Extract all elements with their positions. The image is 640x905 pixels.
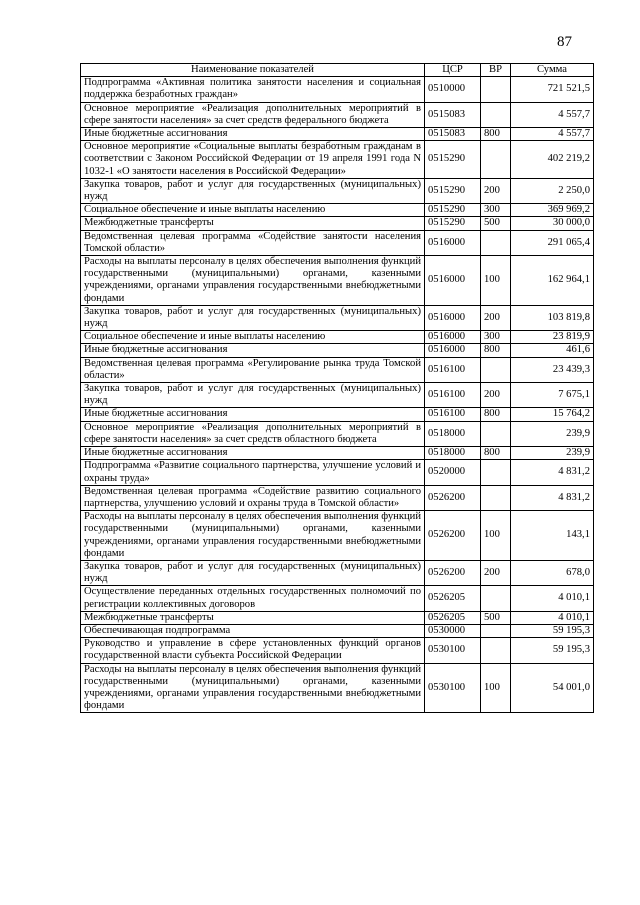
table-header-row: [81, 64, 594, 77]
cell-sum: 30 000,0: [511, 217, 594, 230]
cell-sum: 239,9: [511, 421, 594, 446]
cell-vr: 200: [481, 178, 511, 203]
cell-csr: 0516000: [425, 331, 481, 344]
table-row: [81, 663, 594, 713]
cell-csr: 0515290: [425, 178, 481, 203]
cell-vr: [481, 624, 511, 637]
header-vr: ВР: [481, 64, 511, 77]
table-row: [81, 357, 594, 382]
page-number: 87: [557, 34, 572, 50]
table-row: [81, 408, 594, 421]
cell-name: Иные бюджетные ассигнования: [81, 344, 425, 357]
table-row: [81, 230, 594, 255]
header-csr: ЦСР: [425, 64, 481, 77]
cell-name: Осуществление переданных отдельных государственных полномочий по регистрации коллективных договоров: [81, 586, 425, 611]
cell-csr: 0518000: [425, 447, 481, 460]
cell-name: Подпрограмма «Развитие социального партнерства, улучшение условий и охраны труда»: [81, 460, 425, 485]
cell-sum: 402 219,2: [511, 141, 594, 179]
cell-csr: 0516000: [425, 230, 481, 255]
cell-vr: 300: [481, 204, 511, 217]
cell-sum: 15 764,2: [511, 408, 594, 421]
cell-name: Расходы на выплаты персоналу в целях обеспечения выполнения функций государственными (муниципальными) органами, казенными учреждениями, органами управления государственными внебюджетными фондами: [81, 663, 425, 713]
cell-vr: 200: [481, 560, 511, 585]
cell-vr: [481, 460, 511, 485]
cell-sum: 461,6: [511, 344, 594, 357]
cell-vr: 500: [481, 611, 511, 624]
cell-name: Подпрограмма «Активная политика занятости населения и социальная поддержка безработных граждан»: [81, 77, 425, 102]
cell-vr: 200: [481, 305, 511, 330]
cell-csr: 0530000: [425, 624, 481, 637]
cell-sum: 103 819,8: [511, 305, 594, 330]
cell-name: Расходы на выплаты персоналу в целях обеспечения выполнения функций государственными (муниципальными) органами, казенными учреждениями, органами управления государственными внебюджетными фондами: [81, 511, 425, 561]
cell-csr: 0526200: [425, 560, 481, 585]
table-row: [81, 102, 594, 127]
cell-csr: 0530100: [425, 663, 481, 713]
table-row: [81, 485, 594, 510]
table-row: [81, 383, 594, 408]
cell-sum: 143,1: [511, 511, 594, 561]
table-row: [81, 611, 594, 624]
cell-csr: 0515290: [425, 141, 481, 179]
cell-csr: 0516000: [425, 344, 481, 357]
cell-vr: 800: [481, 447, 511, 460]
cell-sum: 291 065,4: [511, 230, 594, 255]
cell-sum: 4 010,1: [511, 586, 594, 611]
cell-name: Иные бюджетные ассигнования: [81, 447, 425, 460]
cell-vr: [481, 357, 511, 382]
cell-csr: 0520000: [425, 460, 481, 485]
cell-vr: [481, 638, 511, 663]
table-row: [81, 204, 594, 217]
cell-sum: 23 819,9: [511, 331, 594, 344]
table-row: [81, 586, 594, 611]
cell-sum: 59 195,3: [511, 624, 594, 637]
cell-sum: 369 969,2: [511, 204, 594, 217]
table-row: [81, 624, 594, 637]
table-row: [81, 511, 594, 561]
cell-vr: 800: [481, 344, 511, 357]
table-row: [81, 344, 594, 357]
cell-sum: 23 439,3: [511, 357, 594, 382]
cell-name: Социальное обеспечение и иные выплаты населению: [81, 331, 425, 344]
cell-name: Закупка товаров, работ и услуг для государственных (муниципальных) нужд: [81, 178, 425, 203]
cell-csr: 0516000: [425, 305, 481, 330]
cell-name: Основное мероприятие «Реализация дополнительных мероприятий в сфере занятости населения» за счет средств федерального бюджета: [81, 102, 425, 127]
cell-name: Ведомственная целевая программа «Регулирование рынка труда Томской области»: [81, 357, 425, 382]
cell-vr: 200: [481, 383, 511, 408]
cell-csr: 0516100: [425, 383, 481, 408]
cell-csr: 0515083: [425, 102, 481, 127]
cell-csr: 0526205: [425, 586, 481, 611]
cell-csr: 0518000: [425, 421, 481, 446]
cell-vr: 100: [481, 511, 511, 561]
cell-vr: 800: [481, 408, 511, 421]
cell-vr: [481, 77, 511, 102]
table-body: [81, 77, 594, 713]
cell-name: Ведомственная целевая программа «Содействие занятости населения Томской области»: [81, 230, 425, 255]
table-row: [81, 305, 594, 330]
header-name: Наименование показателей: [81, 64, 425, 77]
cell-name: Межбюджетные трансферты: [81, 611, 425, 624]
cell-sum: 7 675,1: [511, 383, 594, 408]
table-row: [81, 560, 594, 585]
cell-name: Иные бюджетные ассигнования: [81, 128, 425, 141]
table-row: [81, 77, 594, 102]
cell-csr: 0530100: [425, 638, 481, 663]
cell-csr: 0515083: [425, 128, 481, 141]
cell-csr: 0510000: [425, 77, 481, 102]
cell-csr: 0526205: [425, 611, 481, 624]
cell-sum: 4 831,2: [511, 460, 594, 485]
cell-sum: 59 195,3: [511, 638, 594, 663]
table-row: [81, 178, 594, 203]
cell-vr: 100: [481, 256, 511, 306]
cell-name: Иные бюджетные ассигнования: [81, 408, 425, 421]
table-row: [81, 331, 594, 344]
table-row: [81, 447, 594, 460]
cell-name: Руководство и управление в сфере установленных функций органов государственной власти субъекта Российской Федерации: [81, 638, 425, 663]
cell-csr: 0526200: [425, 511, 481, 561]
table-row: [81, 256, 594, 306]
table-row: [81, 141, 594, 179]
cell-name: Основное мероприятие «Реализация дополнительных мероприятий в сфере занятости населения» за счет средств областного бюджета: [81, 421, 425, 446]
cell-name: Основное мероприятие «Социальные выплаты безработным гражданам в соответствии с Законом Российской Федерации от 19 апреля 1991 года N 1032-1 «О занятости населения в Российской Федерации»: [81, 141, 425, 179]
cell-vr: 100: [481, 663, 511, 713]
cell-csr: 0515290: [425, 204, 481, 217]
table-row: [81, 460, 594, 485]
cell-sum: 162 964,1: [511, 256, 594, 306]
table-row: [81, 217, 594, 230]
cell-sum: 4 010,1: [511, 611, 594, 624]
cell-vr: 300: [481, 331, 511, 344]
cell-name: Расходы на выплаты персоналу в целях обеспечения выполнения функций государственными (муниципальными) органами, казенными учреждениями, органами управления государственными внебюджетными фондами: [81, 256, 425, 306]
cell-vr: 500: [481, 217, 511, 230]
cell-name: Ведомственная целевая программа «Содействие развитию социального партнерства, улучшению условий и охраны труда в Томской области»: [81, 485, 425, 510]
cell-name: Межбюджетные трансферты: [81, 217, 425, 230]
header-sum: Сумма: [511, 64, 594, 77]
cell-sum: 54 001,0: [511, 663, 594, 713]
cell-csr: 0516000: [425, 256, 481, 306]
cell-vr: [481, 230, 511, 255]
cell-name: Закупка товаров, работ и услуг для государственных (муниципальных) нужд: [81, 383, 425, 408]
cell-name: Закупка товаров, работ и услуг для государственных (муниципальных) нужд: [81, 305, 425, 330]
cell-sum: 239,9: [511, 447, 594, 460]
cell-name: Закупка товаров, работ и услуг для государственных (муниципальных) нужд: [81, 560, 425, 585]
cell-sum: 4 557,7: [511, 102, 594, 127]
table-row: [81, 128, 594, 141]
cell-vr: [481, 102, 511, 127]
table-row: [81, 421, 594, 446]
cell-csr: 0526200: [425, 485, 481, 510]
cell-vr: [481, 141, 511, 179]
cell-sum: 721 521,5: [511, 77, 594, 102]
cell-sum: 4 831,2: [511, 485, 594, 510]
budget-table: [80, 63, 594, 713]
cell-vr: [481, 485, 511, 510]
cell-csr: 0516100: [425, 408, 481, 421]
cell-csr: 0515290: [425, 217, 481, 230]
cell-sum: 678,0: [511, 560, 594, 585]
cell-vr: [481, 421, 511, 446]
table-row: [81, 638, 594, 663]
cell-csr: 0516100: [425, 357, 481, 382]
cell-name: Обеспечивающая подпрограмма: [81, 624, 425, 637]
cell-vr: 800: [481, 128, 511, 141]
cell-sum: 4 557,7: [511, 128, 594, 141]
cell-sum: 2 250,0: [511, 178, 594, 203]
cell-vr: [481, 586, 511, 611]
cell-name: Социальное обеспечение и иные выплаты населению: [81, 204, 425, 217]
